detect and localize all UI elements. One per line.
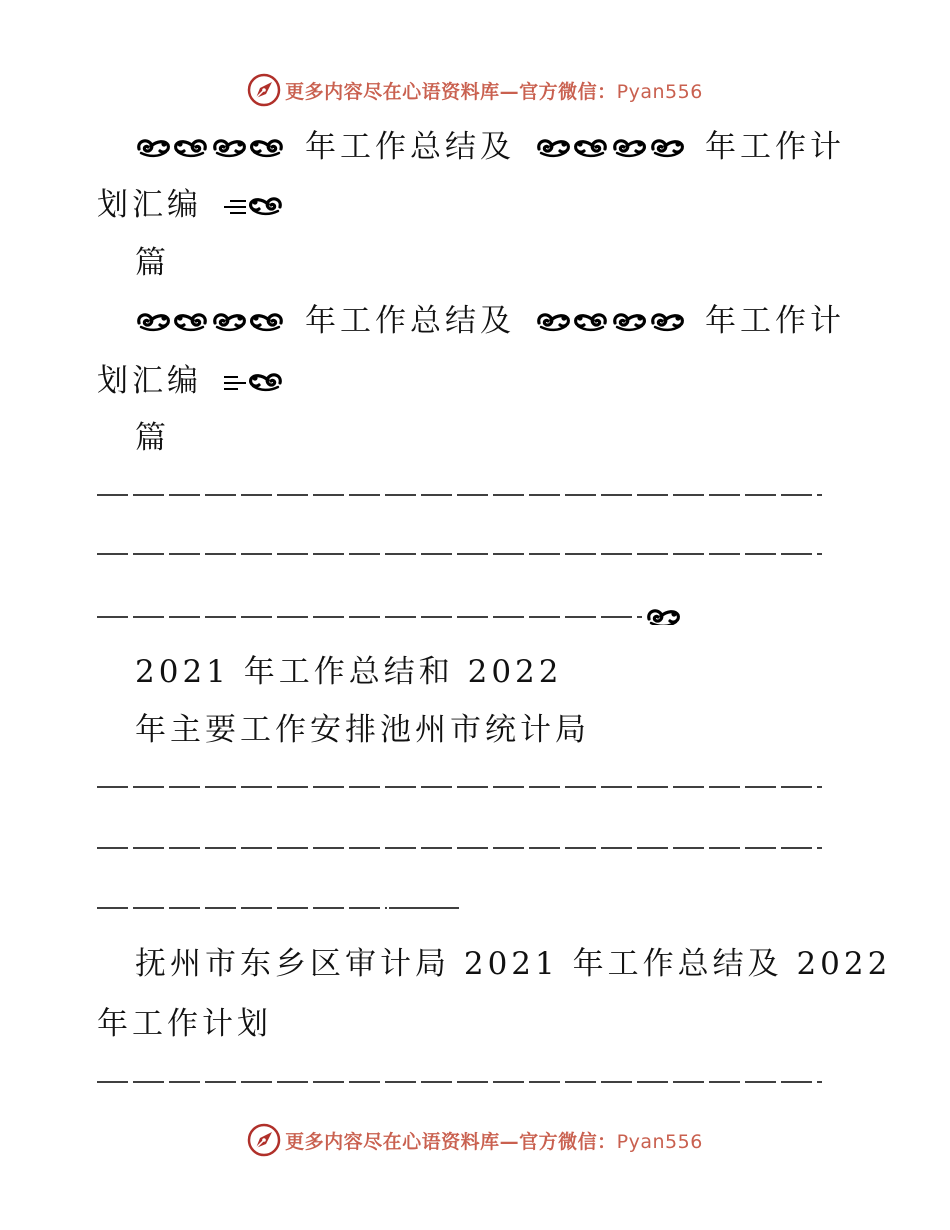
body-line-10-text: 年工作计划	[97, 1006, 272, 1042]
ornament-glyphs-icon	[135, 134, 285, 160]
body-line-2	[97, 185, 286, 225]
pen-logo-icon	[247, 1123, 281, 1157]
dash-rule-with-ornament	[97, 605, 697, 625]
dash-rule	[97, 544, 827, 564]
body-line-10	[97, 1004, 272, 1044]
body-line-1-a: 年工作总结及	[305, 129, 515, 165]
ornament-glyphs-icon	[535, 134, 685, 160]
body-line-8-text: 年主要工作安排池州市统计局	[135, 712, 590, 748]
body-line-6	[135, 418, 170, 458]
footer-banner-text	[285, 1127, 703, 1154]
body-line-1-b: 年工作计	[705, 129, 845, 165]
dash-rule	[97, 1072, 827, 1092]
body-line-6-text: 篇	[135, 420, 170, 456]
header-banner-cn: 更多内容尽在心语资料库—官方微信：	[285, 80, 617, 103]
dash-rule	[97, 777, 827, 797]
ornament-glyphs-icon	[535, 308, 685, 334]
body-line-9	[135, 944, 891, 984]
body-line-4-a: 年工作总结及	[305, 303, 515, 339]
header-banner	[0, 70, 950, 110]
pen-logo-icon	[247, 73, 281, 107]
ornament-glyphs-icon	[135, 308, 285, 334]
body-line-3	[135, 243, 170, 283]
ornament-glyphs-icon	[222, 192, 286, 218]
dash-rule	[97, 485, 827, 505]
header-banner-text	[285, 77, 703, 104]
dash-rule	[97, 898, 467, 918]
body-line-8	[135, 710, 590, 750]
body-line-7	[135, 652, 563, 692]
body-line-9-text: 抚州市东乡区审计局 2021 年工作总结及 2022	[135, 946, 892, 982]
body-line-5-text: 划汇编	[97, 363, 202, 399]
footer-banner-cn: 更多内容尽在心语资料库—官方微信：	[285, 1130, 617, 1153]
header-banner-wechat-id: Pyan556	[616, 80, 703, 103]
body-line-3-text: 篇	[135, 245, 170, 281]
footer-banner	[0, 1120, 950, 1160]
body-line-7-text: 2021 年工作总结和 2022	[135, 654, 563, 690]
ornament-glyphs-icon	[222, 368, 286, 394]
body-line-2-text: 划汇编	[97, 187, 202, 223]
body-line-4	[135, 301, 845, 341]
footer-banner-wechat-id: Pyan556	[616, 1130, 703, 1153]
body-line-5	[97, 361, 286, 401]
dash-rule	[97, 838, 827, 858]
body-line-1	[135, 127, 845, 167]
body-line-4-b: 年工作计	[705, 303, 845, 339]
